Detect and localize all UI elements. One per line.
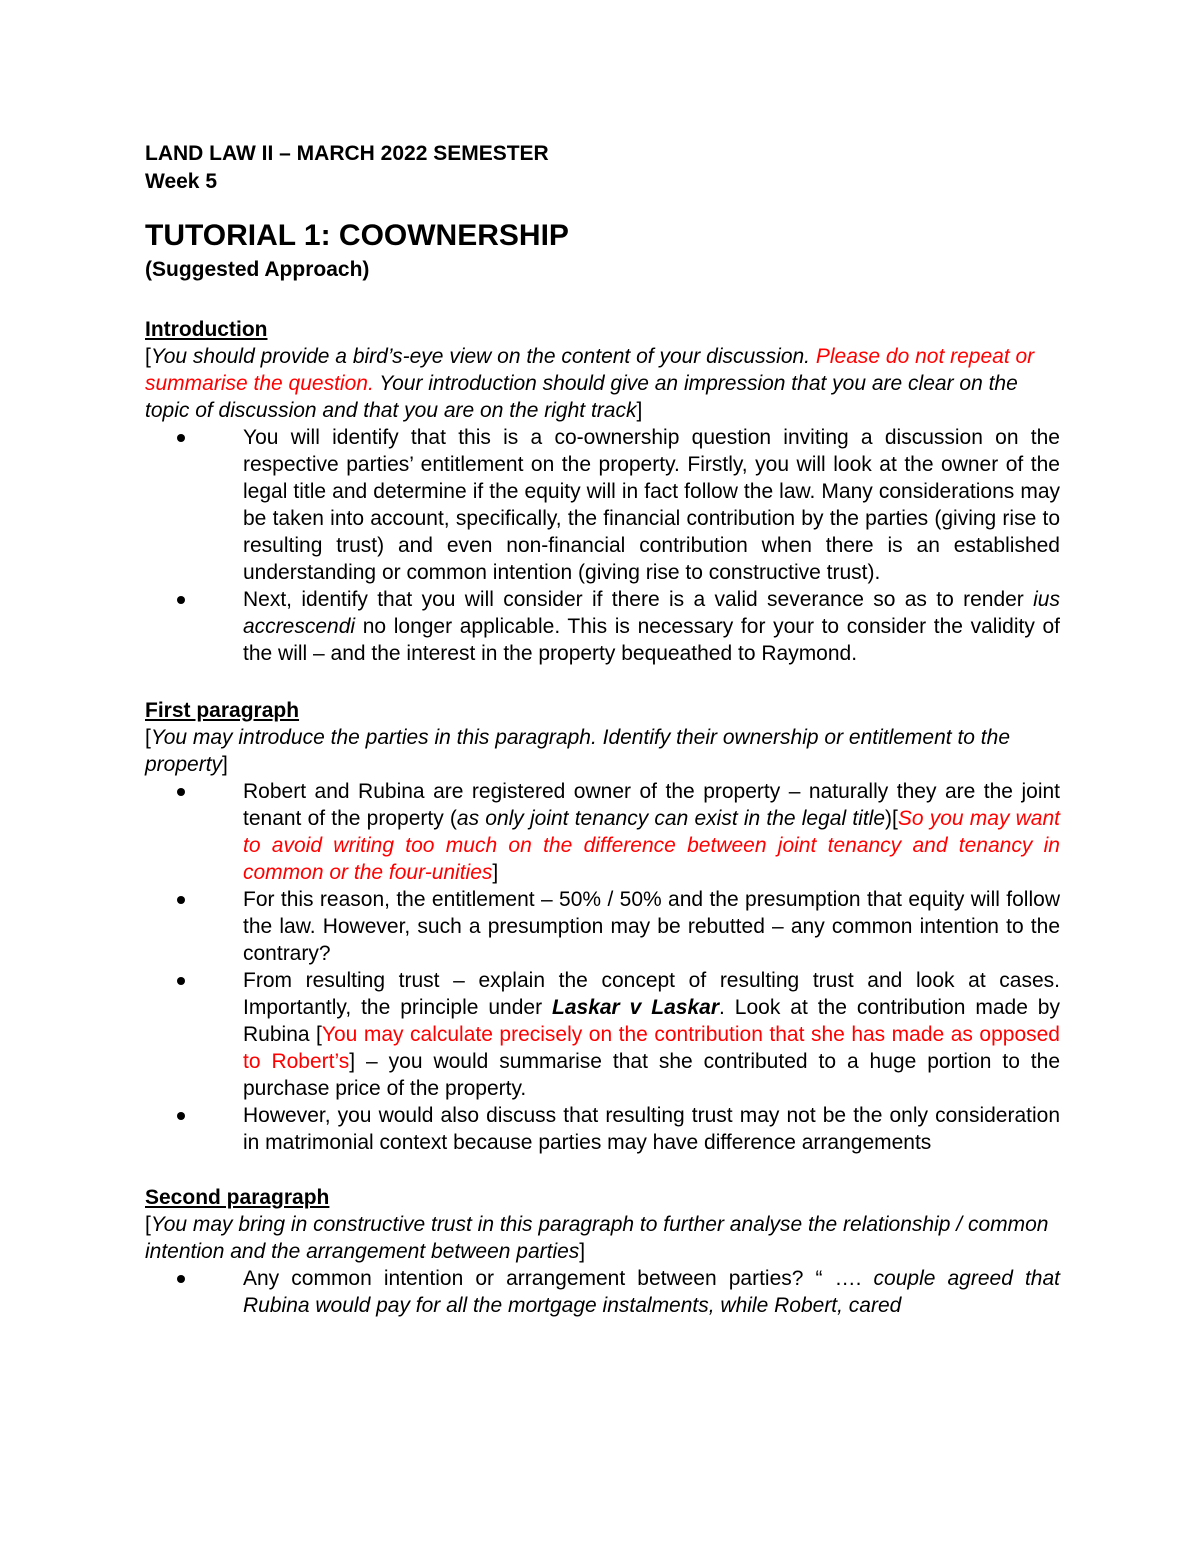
- course-title: LAND LAW II – MARCH 2022 SEMESTER: [145, 142, 549, 165]
- bullet-red-note: You may calculate precisely on the contribution that she has made as opposed to Robert’s: [243, 1023, 1060, 1073]
- bullet-icon: [177, 596, 185, 604]
- document-page: [145, 140, 1060, 1319]
- list-item: [145, 886, 1060, 967]
- quoted-facts: couple agreed that Rubina would pay for all the mortgage instalments, while Robert, cared: [243, 1267, 1060, 1317]
- guide-bracket-open: [: [145, 345, 151, 368]
- bullet-text: no longer applicable. This is necessary for your to consider the validity of the will – and the interest in the property bequeathed to Raymond.: [243, 615, 1060, 665]
- tutorial-title: TUTORIAL 1: COOWNERSHIP: [145, 219, 569, 252]
- first-paragraph-guide: [145, 724, 1060, 778]
- bullet-text: Any common intention or arrangement between parties? “ ….: [243, 1267, 874, 1290]
- second-paragraph-guide: [145, 1211, 1060, 1265]
- guide-bracket-close: ]: [579, 1240, 586, 1263]
- bullet-text: From resulting trust – explain the concept of resulting trust and look at cases. Importantly, the principle under: [243, 969, 1060, 1019]
- bullet-icon: [177, 896, 185, 904]
- list-item: [145, 1102, 1060, 1156]
- bullet-icon: [177, 1275, 185, 1283]
- week-label: Week 5: [145, 170, 217, 193]
- list-item: [145, 778, 1060, 886]
- bullet-icon: [177, 977, 185, 985]
- second-paragraph-heading: Second paragraph: [145, 1186, 330, 1209]
- bullet-text: . Look at the contribution made by Rubina [: [243, 996, 1060, 1046]
- bullet-text: You will identify that this is a co-ownership question inviting a discussion on the respective parties’ entitlement on the property. Firstly, you will look at the owner of the legal title and determine if the equity will in fact follow the law. Many considerations may be taken into account, specifically, the financial contribution by the parties (giving rise to resulting trust) and even non-financial contribution when there is an established understanding or common intention (giving rise to constructive trust).: [243, 426, 1060, 584]
- list-item: [145, 586, 1060, 667]
- first-paragraph-section: [145, 697, 1060, 1156]
- guide-bracket-open: [: [145, 726, 151, 749]
- first-paragraph-bullet-list: [145, 778, 1060, 1156]
- bullet-icon: [177, 434, 185, 442]
- bullet-text: ] – you would summarise that she contributed to a huge portion to the purchase price of the property.: [243, 1050, 1061, 1100]
- latin-term: ius accrescendi: [243, 588, 1060, 638]
- bullet-red-note: So you may want to avoid writing too much on the difference between joint tenancy and tenancy in common or the four-unities: [243, 807, 1060, 884]
- bullet-italic-note: as only joint tenancy can exist in the legal title: [456, 807, 886, 830]
- bullet-text: For this reason, the entitlement – 50% / 50% and the presumption that equity will follow the law. However, such a presumption may be rebutted – any common intention to the contrary?: [243, 888, 1060, 965]
- guide-text: You may bring in constructive trust in this paragraph to further analyse the relationship / common intention and the arrangement between parties: [145, 1213, 1049, 1263]
- introduction-heading: Introduction: [145, 318, 268, 341]
- bullet-text: However, you would also discuss that resulting trust may not be the only consideration in matrimonial context because parties may have difference arrangements: [243, 1104, 1060, 1154]
- second-paragraph-section: [145, 1184, 1060, 1319]
- guide-bracket-close: ]: [222, 753, 228, 776]
- introduction-bullet-list: [145, 424, 1060, 667]
- bullet-text: Next, identify that you will consider if there is a valid severance so as to render: [243, 588, 1034, 611]
- guide-bracket-open: [: [145, 1213, 151, 1236]
- bullet-icon: [177, 1112, 185, 1120]
- list-item: [145, 967, 1060, 1102]
- case-name: Laskar v Laskar: [552, 996, 720, 1019]
- second-paragraph-bullet-list: [145, 1265, 1060, 1319]
- bullet-icon: [177, 788, 185, 796]
- bullet-text: )[: [885, 807, 898, 830]
- list-item: [145, 1265, 1060, 1319]
- guide-text: You may introduce the parties in this paragraph. Identify their ownership or entitlement to the property: [145, 726, 1010, 776]
- first-paragraph-heading: First paragraph: [145, 699, 300, 722]
- tutorial-subtitle: (Suggested Approach): [145, 258, 370, 281]
- introduction-guide: [145, 343, 1060, 424]
- guide-warning: Please do not repeat or summarise the question.: [145, 345, 1035, 395]
- guide-text: You should provide a bird’s-eye view on the content of your discussion.: [150, 345, 816, 368]
- list-item: [145, 424, 1060, 586]
- bullet-text: Robert and Rubina are registered owner of the property – naturally they are the joint tenant of the property (: [243, 780, 1060, 830]
- introduction-section: [145, 316, 1060, 667]
- guide-bracket-close: ]: [636, 399, 643, 422]
- bullet-text: ]: [492, 861, 499, 884]
- guide-text: Your introduction should give an impression that you are clear on the topic of discussion and that you are on the right track: [145, 372, 1018, 422]
